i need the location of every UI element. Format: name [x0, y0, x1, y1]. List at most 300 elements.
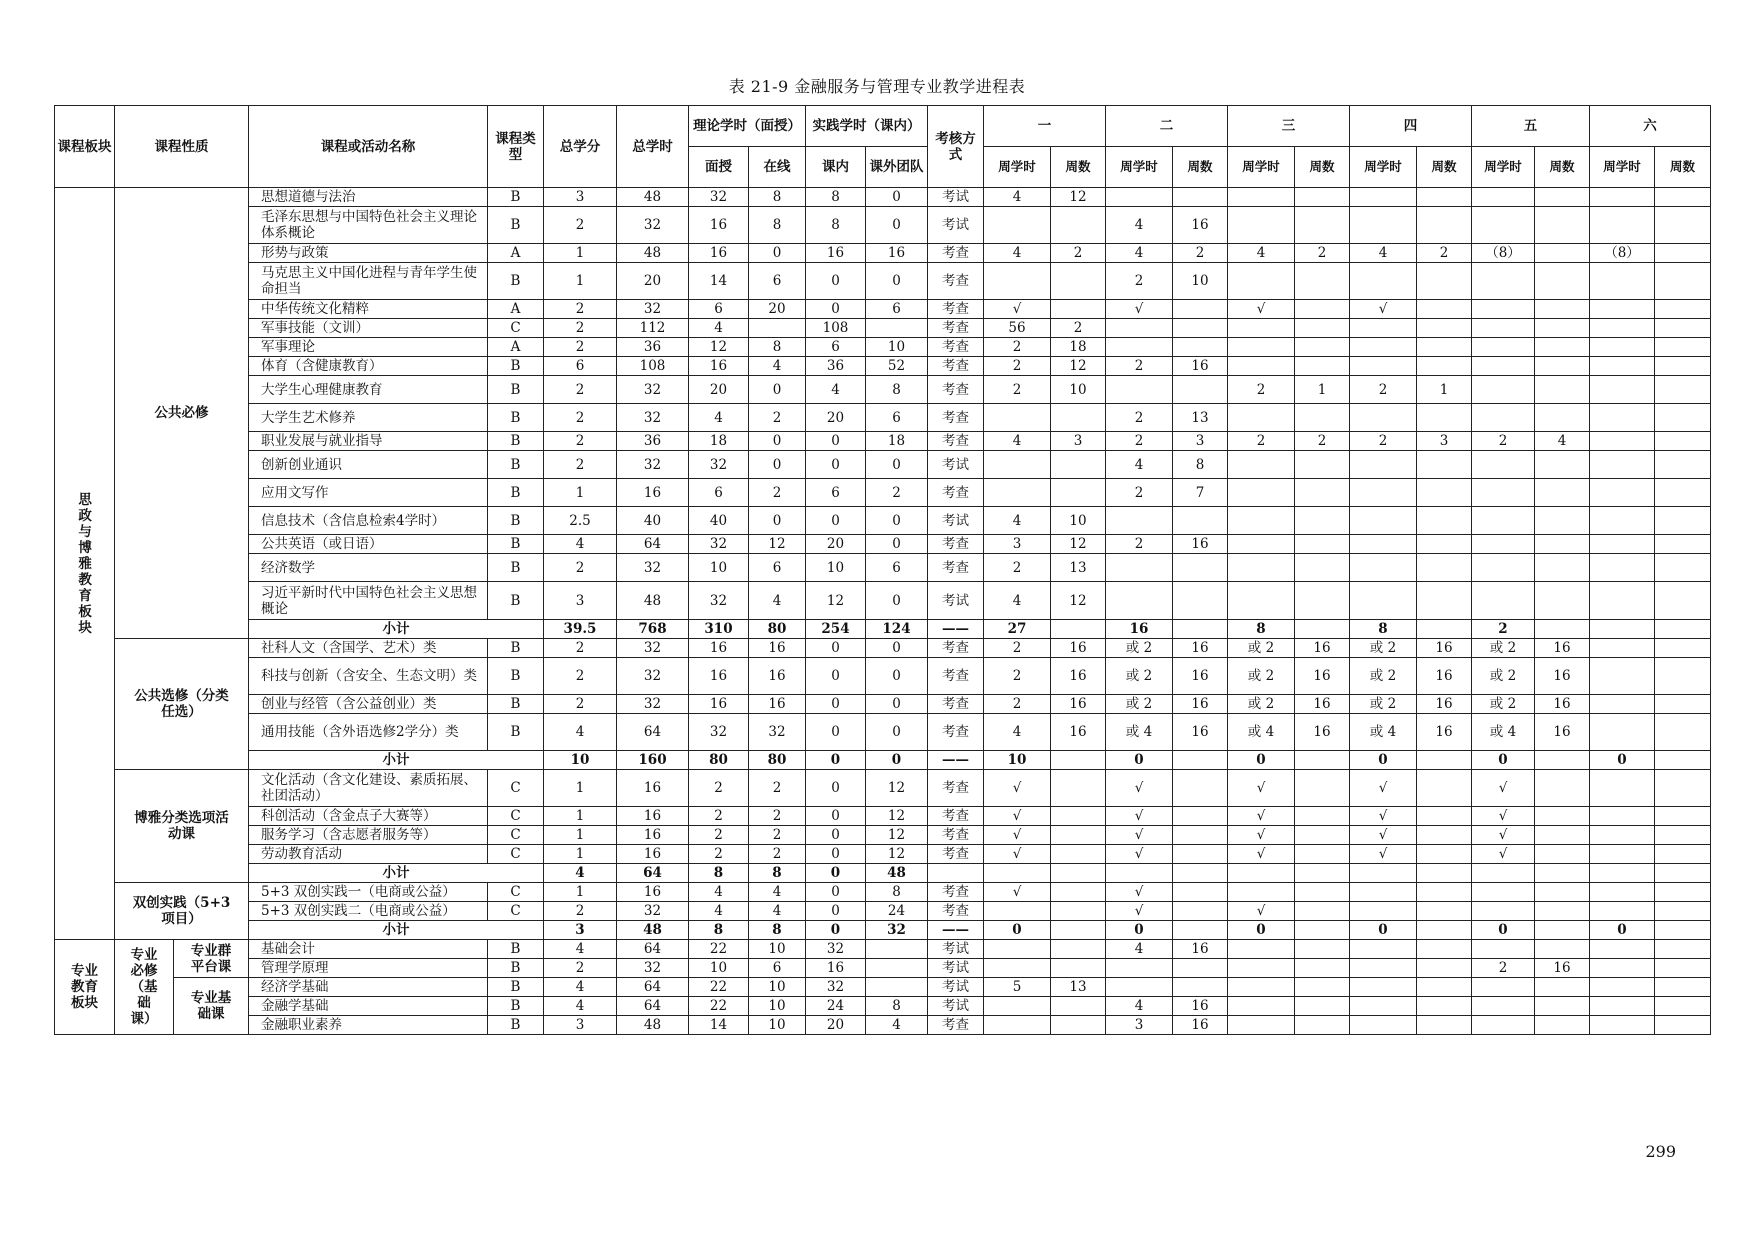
cell-col-18 — [1535, 620, 1590, 639]
header-week-hours: 周学时 — [1472, 147, 1535, 188]
nature-prof-required — [115, 940, 174, 1035]
cell-col-16 — [1417, 902, 1472, 921]
cell-col-16 — [1417, 319, 1472, 338]
cell-col-4: 40 — [689, 507, 749, 535]
cell-col-1: B — [488, 432, 544, 451]
cell-col-7 — [866, 978, 928, 997]
cell-col-20 — [1655, 864, 1711, 883]
cell-col-14 — [1295, 620, 1350, 639]
cell-col-20 — [1655, 751, 1711, 770]
cell-col-8: 考试 — [928, 978, 984, 997]
cell-col-10: 2 — [1051, 319, 1106, 338]
cell-col-6: 0 — [806, 902, 866, 921]
course-name: 大学生心理健康教育 — [249, 376, 488, 404]
cell-col-12 — [1173, 770, 1228, 807]
cell-col-10 — [1051, 883, 1106, 902]
cell-col-19 — [1590, 807, 1655, 826]
cell-col-17: √ — [1472, 807, 1535, 826]
cell-col-20 — [1655, 507, 1711, 535]
header-weeks: 周数 — [1295, 147, 1350, 188]
cell-col-12 — [1173, 582, 1228, 620]
nature-platform — [174, 940, 249, 978]
header-semester-2: 二 — [1106, 106, 1228, 147]
cell-col-3: 32 — [617, 451, 689, 479]
cell-col-13: √ — [1228, 300, 1295, 319]
cell-col-19 — [1590, 826, 1655, 845]
cell-col-3: 64 — [617, 714, 689, 751]
cell-col-6: 20 — [806, 404, 866, 432]
cell-col-19 — [1590, 1016, 1655, 1035]
cell-col-20 — [1655, 714, 1711, 751]
cell-col-7: 0 — [866, 535, 928, 554]
cell-col-8: 考试 — [928, 582, 984, 620]
cell-col-19 — [1590, 535, 1655, 554]
cell-col-7 — [866, 940, 928, 959]
cell-col-8: 考查 — [928, 902, 984, 921]
header-weeks: 周数 — [1417, 147, 1472, 188]
cell-col-14 — [1295, 921, 1350, 940]
cell-col-13: √ — [1228, 826, 1295, 845]
cell-col-1: B — [488, 582, 544, 620]
cell-col-6: 0 — [806, 300, 866, 319]
cell-col-11: 2 — [1106, 357, 1173, 376]
course-name: 创业与经管（含公益创业）类 — [249, 695, 488, 714]
cell-col-20 — [1655, 404, 1711, 432]
cell-col-9 — [984, 864, 1051, 883]
cell-col-1: A — [488, 244, 544, 263]
cell-col-16: 16 — [1417, 639, 1472, 658]
cell-col-17 — [1472, 864, 1535, 883]
cell-col-14: 16 — [1295, 639, 1350, 658]
table-row — [55, 244, 1711, 263]
cell-col-17 — [1472, 554, 1535, 582]
header-credits: 总学分 — [544, 106, 617, 188]
cell-col-2: 1 — [544, 244, 617, 263]
cell-col-11: 0 — [1106, 921, 1173, 940]
cell-col-11 — [1106, 978, 1173, 997]
cell-col-4: 8 — [689, 864, 749, 883]
cell-col-4: 14 — [689, 1016, 749, 1035]
course-name: 中华传统文化精粹 — [249, 300, 488, 319]
cell-col-10 — [1051, 959, 1106, 978]
cell-col-18 — [1535, 940, 1590, 959]
cell-col-18 — [1535, 376, 1590, 404]
cell-col-6: 20 — [806, 1016, 866, 1035]
cell-col-1: B — [488, 451, 544, 479]
cell-col-5: 4 — [749, 883, 806, 902]
nature-boya-label: 博雅分类选项活动课 — [134, 810, 229, 842]
subtotal-row — [55, 751, 1711, 770]
cell-col-3: 16 — [617, 479, 689, 507]
table-body — [55, 188, 1711, 1035]
cell-col-8: 考查 — [928, 319, 984, 338]
cell-col-20 — [1655, 807, 1711, 826]
table-row — [55, 376, 1711, 404]
cell-col-9: √ — [984, 807, 1051, 826]
cell-col-7: 0 — [866, 207, 928, 244]
cell-col-16 — [1417, 582, 1472, 620]
cell-col-8: —— — [928, 921, 984, 940]
cell-col-5: 32 — [749, 714, 806, 751]
cell-col-13 — [1228, 940, 1295, 959]
cell-col-9: √ — [984, 770, 1051, 807]
cell-col-12: 16 — [1173, 1016, 1228, 1035]
cell-col-14 — [1295, 554, 1350, 582]
cell-col-5: 0 — [749, 507, 806, 535]
cell-col-10 — [1051, 940, 1106, 959]
cell-col-18 — [1535, 902, 1590, 921]
cell-col-17: √ — [1472, 845, 1535, 864]
cell-col-9: 2 — [984, 695, 1051, 714]
cell-col-17 — [1472, 376, 1535, 404]
cell-col-20 — [1655, 535, 1711, 554]
cell-col-17 — [1472, 582, 1535, 620]
cell-col-18: 16 — [1535, 695, 1590, 714]
cell-col-12 — [1173, 620, 1228, 639]
cell-col-10 — [1051, 263, 1106, 300]
cell-col-6: 32 — [806, 978, 866, 997]
cell-col-11 — [1106, 864, 1173, 883]
cell-col-20 — [1655, 826, 1711, 845]
cell-col-7: 124 — [866, 620, 928, 639]
cell-col-8: 考查 — [928, 770, 984, 807]
course-name: 5+3 双创实践二（电商或公益） — [249, 902, 488, 921]
cell-col-1: C — [488, 902, 544, 921]
cell-col-19: 0 — [1590, 921, 1655, 940]
cell-col-18 — [1535, 535, 1590, 554]
cell-col-18 — [1535, 978, 1590, 997]
cell-col-13 — [1228, 338, 1295, 357]
cell-col-9: 56 — [984, 319, 1051, 338]
table-row — [55, 338, 1711, 357]
cell-col-11 — [1106, 376, 1173, 404]
cell-col-6: 6 — [806, 338, 866, 357]
course-name: 金融学基础 — [249, 997, 488, 1016]
cell-col-19 — [1590, 432, 1655, 451]
cell-col-19: （8） — [1590, 244, 1655, 263]
cell-col-6: 0 — [806, 432, 866, 451]
cell-col-11: 16 — [1106, 620, 1173, 639]
cell-col-13: √ — [1228, 902, 1295, 921]
cell-col-16 — [1417, 404, 1472, 432]
nature-basic-label: 专业基础课 — [190, 990, 232, 1022]
cell-col-13 — [1228, 883, 1295, 902]
cell-col-5: 80 — [749, 620, 806, 639]
cell-col-18 — [1535, 807, 1590, 826]
cell-col-15 — [1350, 338, 1417, 357]
cell-col-19 — [1590, 376, 1655, 404]
cell-col-16 — [1417, 940, 1472, 959]
cell-col-18 — [1535, 207, 1590, 244]
cell-col-15: 或 2 — [1350, 639, 1417, 658]
cell-col-1: B — [488, 404, 544, 432]
cell-col-9: 4 — [984, 188, 1051, 207]
cell-col-4: 16 — [689, 658, 749, 695]
cell-col-7: 12 — [866, 770, 928, 807]
cell-col-1: B — [488, 535, 544, 554]
subtotal-row — [55, 620, 1711, 639]
cell-col-17 — [1472, 404, 1535, 432]
cell-col-13 — [1228, 535, 1295, 554]
cell-col-2: 4 — [544, 978, 617, 997]
cell-col-17: √ — [1472, 826, 1535, 845]
cell-col-7: 8 — [866, 883, 928, 902]
cell-col-12 — [1173, 959, 1228, 978]
cell-col-11: 4 — [1106, 244, 1173, 263]
table-row — [55, 300, 1711, 319]
cell-col-1: B — [488, 978, 544, 997]
cell-col-19 — [1590, 582, 1655, 620]
cell-col-3: 36 — [617, 432, 689, 451]
cell-col-8: 考查 — [928, 357, 984, 376]
cell-col-12 — [1173, 188, 1228, 207]
cell-col-6: 24 — [806, 997, 866, 1016]
cell-col-5: 2 — [749, 845, 806, 864]
cell-col-16 — [1417, 845, 1472, 864]
cell-col-5: 8 — [749, 921, 806, 940]
cell-col-5: 10 — [749, 978, 806, 997]
cell-col-20 — [1655, 300, 1711, 319]
cell-col-4: 16 — [689, 207, 749, 244]
cell-col-14 — [1295, 404, 1350, 432]
cell-col-14: 16 — [1295, 658, 1350, 695]
cell-col-10: 16 — [1051, 639, 1106, 658]
cell-col-2: 3 — [544, 1016, 617, 1035]
cell-col-2: 4 — [544, 997, 617, 1016]
cell-col-1: C — [488, 770, 544, 807]
cell-col-10: 3 — [1051, 432, 1106, 451]
cell-col-11: 或 2 — [1106, 639, 1173, 658]
cell-col-12: 16 — [1173, 357, 1228, 376]
cell-col-7: 12 — [866, 807, 928, 826]
cell-col-1: B — [488, 507, 544, 535]
cell-col-9: 2 — [984, 376, 1051, 404]
cell-col-5: 4 — [749, 582, 806, 620]
cell-col-17 — [1472, 207, 1535, 244]
header-hours: 总学时 — [617, 106, 689, 188]
table-row — [55, 959, 1711, 978]
cell-col-17 — [1472, 535, 1535, 554]
cell-col-14 — [1295, 357, 1350, 376]
cell-col-14 — [1295, 826, 1350, 845]
cell-col-7: 0 — [866, 658, 928, 695]
cell-col-13 — [1228, 1016, 1295, 1035]
cell-col-10: 12 — [1051, 357, 1106, 376]
cell-col-8: —— — [928, 751, 984, 770]
cell-col-17: 0 — [1472, 921, 1535, 940]
nature-shuangchuang-label: 双创实践（5+3项目） — [132, 895, 231, 927]
cell-col-11: √ — [1106, 826, 1173, 845]
cell-col-4: 10 — [689, 554, 749, 582]
cell-col-5: 10 — [749, 1016, 806, 1035]
cell-col-3: 16 — [617, 845, 689, 864]
course-name: 5+3 双创实践一（电商或公益） — [249, 883, 488, 902]
cell-col-19 — [1590, 770, 1655, 807]
course-name: 形势与政策 — [249, 244, 488, 263]
cell-col-17: 2 — [1472, 959, 1535, 978]
cell-col-8: 考查 — [928, 404, 984, 432]
cell-col-2: 2 — [544, 300, 617, 319]
cell-col-16 — [1417, 883, 1472, 902]
header-online: 在线 — [749, 147, 806, 188]
table-row — [55, 639, 1711, 658]
cell-col-12 — [1173, 319, 1228, 338]
cell-col-2: 3 — [544, 188, 617, 207]
cell-col-6: 0 — [806, 770, 866, 807]
cell-col-16 — [1417, 959, 1472, 978]
cell-col-8: 考查 — [928, 338, 984, 357]
cell-col-9: 10 — [984, 751, 1051, 770]
cell-col-10: 12 — [1051, 582, 1106, 620]
cell-col-4: 80 — [689, 751, 749, 770]
cell-col-10: 18 — [1051, 338, 1106, 357]
cell-col-12 — [1173, 864, 1228, 883]
header-semester-1: 一 — [984, 106, 1106, 147]
cell-col-17 — [1472, 940, 1535, 959]
cell-col-18: 16 — [1535, 714, 1590, 751]
cell-col-12: 16 — [1173, 997, 1228, 1016]
cell-col-11: √ — [1106, 902, 1173, 921]
cell-col-8: 考试 — [928, 959, 984, 978]
cell-col-20 — [1655, 554, 1711, 582]
cell-col-15: 0 — [1350, 751, 1417, 770]
cell-col-15: √ — [1350, 807, 1417, 826]
cell-col-15 — [1350, 207, 1417, 244]
cell-col-6: 0 — [806, 263, 866, 300]
cell-col-9 — [984, 997, 1051, 1016]
cell-col-7: 18 — [866, 432, 928, 451]
cell-col-14 — [1295, 207, 1350, 244]
cell-col-5: 4 — [749, 357, 806, 376]
cell-col-7: 6 — [866, 554, 928, 582]
cell-col-20 — [1655, 319, 1711, 338]
cell-col-15: 或 4 — [1350, 714, 1417, 751]
module-group-1 — [55, 188, 115, 940]
header-name: 课程或活动名称 — [249, 106, 488, 188]
cell-col-11 — [1106, 507, 1173, 535]
cell-col-13 — [1228, 554, 1295, 582]
cell-col-15 — [1350, 404, 1417, 432]
cell-col-6: 0 — [806, 639, 866, 658]
cell-col-18: 16 — [1535, 639, 1590, 658]
header-face: 面授 — [689, 147, 749, 188]
header-semester-4: 四 — [1350, 106, 1472, 147]
cell-col-18 — [1535, 921, 1590, 940]
cell-col-8: 考查 — [928, 1016, 984, 1035]
cell-col-3: 32 — [617, 404, 689, 432]
cell-col-15 — [1350, 902, 1417, 921]
cell-col-13 — [1228, 959, 1295, 978]
cell-col-16: 16 — [1417, 658, 1472, 695]
cell-col-19 — [1590, 479, 1655, 507]
cell-col-12: 2 — [1173, 244, 1228, 263]
cell-col-15: 或 2 — [1350, 695, 1417, 714]
cell-col-18 — [1535, 357, 1590, 376]
cell-col-10 — [1051, 451, 1106, 479]
cell-col-8: 考查 — [928, 432, 984, 451]
cell-col-19 — [1590, 451, 1655, 479]
cell-col-4: 32 — [689, 451, 749, 479]
cell-col-1: B — [488, 376, 544, 404]
cell-col-18: 4 — [1535, 432, 1590, 451]
cell-col-9: 2 — [984, 338, 1051, 357]
cell-col-9: √ — [984, 845, 1051, 864]
cell-col-6: 0 — [806, 451, 866, 479]
cell-col-8: 考试 — [928, 507, 984, 535]
cell-col-16 — [1417, 263, 1472, 300]
cell-col-13 — [1228, 997, 1295, 1016]
cell-col-16 — [1417, 207, 1472, 244]
cell-col-18 — [1535, 338, 1590, 357]
cell-col-15 — [1350, 507, 1417, 535]
cell-col-12 — [1173, 300, 1228, 319]
cell-col-9: 2 — [984, 658, 1051, 695]
cell-col-5: 2 — [749, 770, 806, 807]
cell-col-5: 8 — [749, 188, 806, 207]
module-group-1-label: 思政与博雅教育板块 — [78, 491, 92, 636]
course-name: 社科人文（含国学、艺术）类 — [249, 639, 488, 658]
header-weeks: 周数 — [1535, 147, 1590, 188]
cell-col-2: 2 — [544, 338, 617, 357]
cell-col-10: 16 — [1051, 695, 1106, 714]
cell-col-9: 4 — [984, 507, 1051, 535]
cell-col-18 — [1535, 244, 1590, 263]
cell-col-12 — [1173, 507, 1228, 535]
cell-col-12 — [1173, 376, 1228, 404]
cell-col-4: 16 — [689, 244, 749, 263]
cell-col-12 — [1173, 338, 1228, 357]
cell-col-6: 36 — [806, 357, 866, 376]
cell-col-7: 0 — [866, 507, 928, 535]
nature-public-required: 公共必修 — [115, 188, 249, 639]
cell-col-3: 48 — [617, 244, 689, 263]
cell-col-9: √ — [984, 300, 1051, 319]
cell-col-19 — [1590, 695, 1655, 714]
cell-col-3: 32 — [617, 554, 689, 582]
header-semester-3: 三 — [1228, 106, 1350, 147]
table-row — [55, 319, 1711, 338]
cell-col-1: A — [488, 300, 544, 319]
cell-col-16 — [1417, 770, 1472, 807]
cell-col-6: 0 — [806, 845, 866, 864]
header-weeks: 周数 — [1051, 147, 1106, 188]
cell-col-20 — [1655, 639, 1711, 658]
cell-col-8: 考查 — [928, 807, 984, 826]
course-name: 文化活动（含文化建设、素质拓展、社团活动） — [249, 770, 488, 807]
cell-col-11: 或 2 — [1106, 695, 1173, 714]
cell-col-6: 0 — [806, 864, 866, 883]
cell-col-16 — [1417, 554, 1472, 582]
cell-col-19 — [1590, 300, 1655, 319]
cell-col-4: 4 — [689, 883, 749, 902]
cell-col-15 — [1350, 451, 1417, 479]
cell-col-7: 52 — [866, 357, 928, 376]
header-semester-6: 六 — [1590, 106, 1711, 147]
module-group-2 — [55, 940, 115, 1035]
cell-col-19 — [1590, 883, 1655, 902]
cell-col-6: 0 — [806, 695, 866, 714]
cell-col-11 — [1106, 188, 1173, 207]
course-name: 经济数学 — [249, 554, 488, 582]
cell-col-5: 0 — [749, 432, 806, 451]
cell-col-11: 2 — [1106, 263, 1173, 300]
subtotal-label: 小计 — [249, 921, 544, 940]
cell-col-11: √ — [1106, 770, 1173, 807]
cell-col-9 — [984, 959, 1051, 978]
cell-col-4: 16 — [689, 357, 749, 376]
cell-col-17 — [1472, 357, 1535, 376]
cell-col-7: 8 — [866, 376, 928, 404]
